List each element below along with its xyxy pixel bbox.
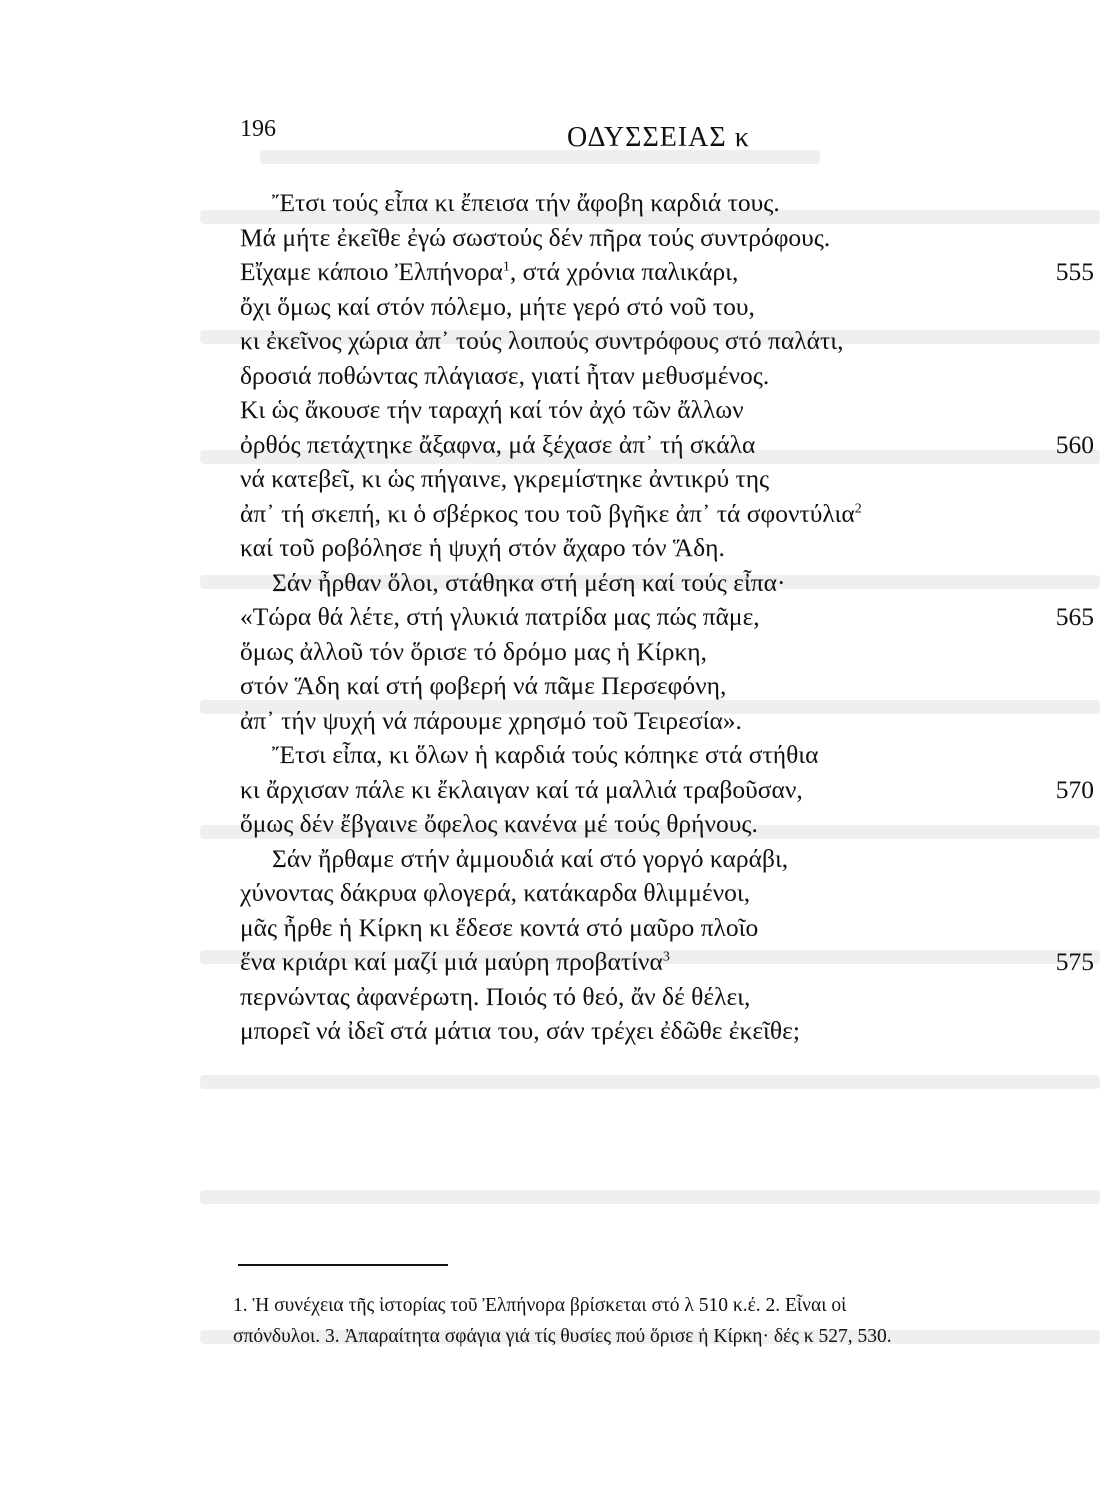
footnote-marker: 3	[662, 949, 670, 965]
verse-text: Ἔτσι τούς εἶπα κι ἔπεισα τήν ἄφοβη καρδιά τους.	[272, 188, 780, 217]
verse-text: μᾶς ἦρθε ἡ Κίρκη κι ἔδεσε κοντά στό μαῦρο πλοῖο	[240, 912, 759, 942]
verse-line	[0, 221, 1120, 256]
verse-line	[0, 497, 1120, 532]
verse-text: καί τοῦ ροβόλησε ἡ ψυχή στόν ἄχαρο τόν Ἅδη.	[240, 533, 725, 562]
verse-line	[0, 359, 1120, 394]
verse-text: ὀρθός πετάχτηκε ἄξαφνα, μά ξέχασε ἀπ᾽ τή σκάλα	[240, 429, 756, 459]
verse-text: Μά μήτε ἐκεῖθε ἐγώ σωστούς δέν πῆρα τούς συντρόφους.	[240, 222, 831, 252]
verse-text: ἕνα κριάρι καί μαζί μιά μαύρη προβατίνα$^3$	[240, 947, 670, 976]
page-number: 196	[240, 116, 276, 142]
verse-text: «Τώρα θά λέτε, στή γλυκιά πατρίδα μας πώς πᾶμε,	[240, 602, 760, 631]
verse-text: ὅμως ἀλλοῦ τόν ὅρισε τό δρόμο μας ἡ Κίρκη,	[240, 636, 708, 666]
line-number: 565	[1055, 602, 1094, 631]
verse-line	[0, 1014, 1120, 1049]
running-head: ΟΔΥΣΣΕΙΑΣ κ	[567, 122, 750, 153]
footnote-divider	[238, 1264, 448, 1266]
verse-block	[0, 186, 1120, 1049]
verse-line	[0, 566, 1120, 601]
verse-line	[0, 704, 1120, 739]
verse-line	[0, 980, 1120, 1015]
footnotes	[233, 1290, 1098, 1352]
verse-text: κι ἄρχισαν πάλε κι ἔκλαιγαν καί τά μαλλιά τραβοῦσαν,	[240, 774, 803, 804]
verse-line	[0, 807, 1120, 842]
verse-text: στόν Ἅδη καί στή φοβερή νά πᾶμε Περσεφόνη,	[240, 671, 727, 700]
verse-line	[0, 911, 1120, 946]
verse-text: Σάν ἦρθαν ὅλοι, στάθηκα στή μέση καί τούς εἶπα·	[272, 567, 786, 597]
verse-line	[0, 842, 1120, 877]
verse-text: Σάν ἤρθαμε στήν ἀμμουδιά καί στό γοργό καράβι,	[272, 843, 789, 873]
verse-line	[0, 669, 1120, 704]
verse-line	[0, 600, 1120, 635]
footnote-line: σπόνδυλοι. 3. Ἀπαραίτητα σφάγια γιά τίς θυσίες πού ὅρισε ἡ Κίρκη· δές κ 527, 530.	[233, 1326, 892, 1347]
verse-line	[0, 255, 1120, 290]
line-number: 570	[1055, 774, 1094, 804]
footnote-line: 1. Ἡ συνέχεια τῆς ἱστορίας τοῦ Ἐλπήνορα βρίσκεται στό λ 510 κ.έ. 2. Εἶναι οἱ	[233, 1295, 847, 1316]
verse-text: ὄχι ὅμως καί στόν πόλεμο, μήτε γερό στό νοῦ του,	[240, 291, 755, 321]
verse-text: χύνοντας δάκρυα φλογερά, κατάκαρδα θλιμμένοι,	[240, 878, 751, 907]
ghost-line	[200, 1075, 1100, 1089]
verse-text: κι ἐκεῖνος χώρια ἀπ᾽ τούς λοιπούς συντρόφους στό παλάτι,	[240, 326, 844, 355]
verse-line	[0, 186, 1120, 221]
verse-line	[0, 531, 1120, 566]
verse-line	[0, 393, 1120, 428]
verse-line	[0, 324, 1120, 359]
verse-text: νά κατεβεῖ, κι ὡς πήγαινε, γκρεμίστηκε ἀντικρύ της	[240, 464, 770, 493]
verse-text: Ἔτσι εἶπα, κι ὅλων ἡ καρδιά τούς κόπηκε στά στήθια	[272, 740, 819, 769]
verse-text: περνώντας ἀφανέρωτη. Ποιός τό θεό, ἄν δέ θέλει,	[240, 981, 751, 1011]
verse-line	[0, 773, 1120, 808]
verse-line	[0, 428, 1120, 463]
verse-text: μπορεῖ νά ἰδεῖ στά μάτια του, σάν τρέχει ἐδῶθε ἐκεῖθε;	[240, 1016, 800, 1045]
verse-line	[0, 462, 1120, 497]
footnote-marker: 2	[854, 501, 862, 516]
verse-text: ὅμως δέν ἔβγαινε ὄφελος κανένα μέ τούς θρήνους.	[240, 809, 758, 838]
verse-line	[0, 945, 1120, 980]
verse-text: Εἴχαμε κάποιο Ἐλπήνορα$^1$, στά χρόνια παλικάρι,	[240, 257, 739, 286]
verse-text: Κι ὡς ἄκουσε τήν ταραχή καί τόν ἀχό τῶν ἄλλων	[240, 395, 744, 424]
footnote-marker: 1	[502, 259, 510, 275]
verse-text: ἀπ᾽ τή σκεπή, κι ὁ σβέρκος του τοῦ βγῆκε ἀπ᾽ τά σφοντύλια$^2$	[240, 498, 862, 528]
verse-line	[0, 635, 1120, 670]
line-number: 560	[1055, 429, 1094, 459]
verse-line	[0, 876, 1120, 911]
verse-line	[0, 738, 1120, 773]
verse-text: ἀπ᾽ τήν ψυχή νά πάρουμε χρησμό τοῦ Τειρεσία».	[240, 705, 742, 735]
line-number: 555	[1055, 257, 1094, 286]
verse-text: δροσιά ποθώντας πλάγιασε, γιατί ἦταν μεθυσμένος.	[240, 360, 770, 390]
ghost-line	[200, 1190, 1100, 1204]
verse-line	[0, 290, 1120, 325]
line-number: 575	[1055, 947, 1094, 976]
